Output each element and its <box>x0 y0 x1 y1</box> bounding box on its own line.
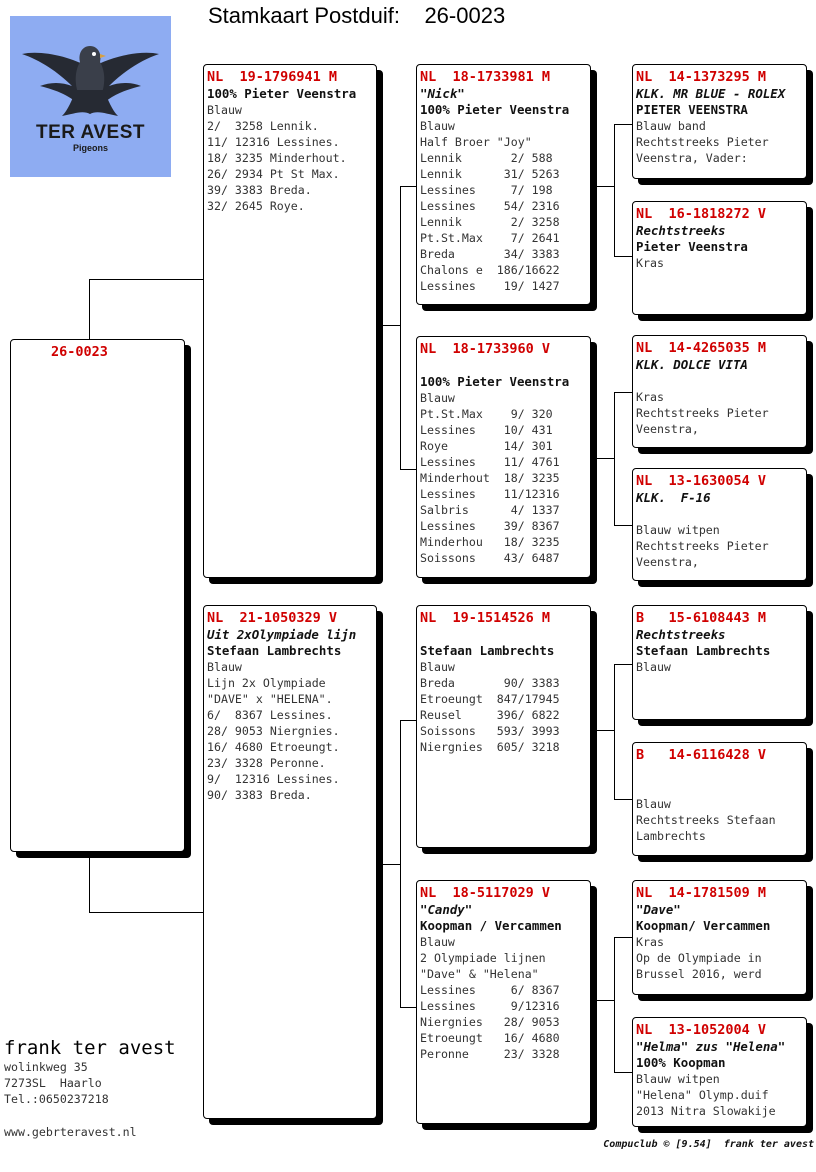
connector-gp1-vertical <box>614 124 615 256</box>
info-line: Blauw <box>420 935 455 949</box>
pigeon-nickname: "Candy" <box>420 902 473 917</box>
info-line: Soissons 43/ 6487 <box>420 551 560 565</box>
ring-number: NL 18-1733981 M <box>420 69 551 85</box>
info-line: Pt.St.Max 7/ 2641 <box>420 231 560 245</box>
pigeon-nickname: "Helma" zus "Helena" <box>636 1039 786 1054</box>
root-ring-number: 26-0023 <box>51 344 108 360</box>
info-line: 2/ 3258 Lennik. <box>207 119 319 133</box>
title-ring: 26-0023 <box>424 3 506 28</box>
info-line: Kras <box>636 935 664 949</box>
connector-gp2-vertical <box>614 392 615 525</box>
connector-gp4-ggp7 <box>614 937 633 938</box>
connector-gp3-vertical <box>614 664 615 799</box>
connector-root-vertical-bottom <box>89 857 90 912</box>
info-line: Blauw <box>636 660 671 674</box>
info-line: 32/ 2645 Roye. <box>207 199 305 213</box>
great-grandparent-6-card <box>632 742 807 856</box>
great-grandparent-8-card <box>632 1017 807 1127</box>
ring-number: NL 18-5117029 V <box>420 885 551 901</box>
info-line: Kras <box>636 256 664 270</box>
pigeon-logo-icon <box>10 16 171 126</box>
info-line: Lessines 39/ 8367 <box>420 519 560 533</box>
info-line: Lessines 54/ 2316 <box>420 199 560 213</box>
logo-title: TER AVEST <box>35 122 145 143</box>
info-line: Blauw <box>420 391 455 405</box>
great-grandparent-3-card <box>632 335 807 448</box>
info-line: Etroeungt 847/17945 <box>420 692 560 706</box>
info-line: Rechtstreeks Stefaan <box>636 813 776 827</box>
connector-root-mother <box>89 912 204 913</box>
info-line: 39/ 3383 Breda. <box>207 183 312 197</box>
pigeon-nickname: KLK. DOLCE VITA <box>636 357 748 372</box>
father-card <box>203 64 377 578</box>
info-line: 2013 Nitra Slowakije <box>636 1104 776 1118</box>
info-line: Lessines 11/ 4761 <box>420 455 560 469</box>
great-grandparent-5-card <box>632 605 807 720</box>
pigeon-nickname: Uit 2xOlympiade lijn <box>207 627 357 642</box>
breeder-name: Koopman/ Vercammen <box>636 918 771 933</box>
info-line: Blauw <box>207 660 242 674</box>
breeder-name: 100% Koopman <box>636 1055 726 1070</box>
ring-number: NL 14-1373295 M <box>636 69 767 85</box>
logo <box>10 16 171 177</box>
breeder-name: 100% Pieter Veenstra <box>420 374 570 389</box>
grandmother-maternal-card <box>416 880 591 1124</box>
info-line: Half Broer "Joy" <box>420 135 532 149</box>
info-line: Niergnies 28/ 9053 <box>420 1015 560 1029</box>
info-line: Reusel 396/ 6822 <box>420 708 560 722</box>
info-line: Lessines 6/ 8367 <box>420 983 560 997</box>
info-line: Blauw witpen <box>636 1072 720 1086</box>
mother-card <box>203 605 377 1119</box>
connector-root-vertical-top <box>89 279 90 339</box>
info-line: Rechtstreeks Pieter <box>636 539 769 553</box>
info-line: Lennik 2/ 588 <box>420 151 553 165</box>
connector-gp4-ggp8 <box>614 1072 633 1073</box>
info-line: Lijn 2x Olympiade <box>207 676 326 690</box>
connector-mother-gp4 <box>400 1007 417 1008</box>
info-line <box>636 373 803 389</box>
info-line: Lessines 10/ 431 <box>420 423 553 437</box>
connector-gp4-vertical <box>614 937 615 1072</box>
info-line: 18/ 3235 Minderhout. <box>207 151 347 165</box>
connector-gp1-out <box>590 186 615 187</box>
info-line: 28/ 9053 Niergnies. <box>207 724 340 738</box>
grandmother-paternal-card <box>416 336 591 578</box>
connector-father-vertical <box>400 186 401 469</box>
info-line: Lessines 9/12316 <box>420 999 560 1013</box>
great-grandparent-4-card <box>632 468 807 581</box>
info-line: Blauw <box>420 660 455 674</box>
ring-number: NL 14-1781509 M <box>636 885 767 901</box>
page-title <box>208 3 505 29</box>
info-line: Lennik 31/ 5263 <box>420 167 560 181</box>
breeder-name: Stefaan Lambrechts <box>420 643 555 658</box>
connector-gp3-ggp6 <box>614 799 633 800</box>
info-line: 26/ 2934 Pt St Max. <box>207 167 340 181</box>
connector-gp1-ggp1 <box>614 124 633 125</box>
info-line: Blauw band <box>636 119 706 133</box>
info-line: Pt.St.Max 9/ 320 <box>420 407 553 421</box>
pigeon-nickname: Rechtstreeks <box>636 223 726 238</box>
breeder-name: 100% Pieter Veenstra <box>207 86 357 101</box>
info-line: Roye 14/ 301 <box>420 439 553 453</box>
breeder-name: Pieter Veenstra <box>636 239 748 254</box>
ring-number: NL 21-1050329 V <box>207 610 338 626</box>
connector-gp1-ggp2 <box>614 256 633 257</box>
breeder-name: PIETER VEENSTRA <box>636 102 748 117</box>
info-line: 23/ 3328 Peronne. <box>207 756 326 770</box>
ring-number: NL 18-1733960 V <box>420 341 551 357</box>
info-line: Etroeungt 16/ 4680 <box>420 1031 560 1045</box>
ring-number: NL 14-4265035 M <box>636 340 767 356</box>
great-grandparent-1-card <box>632 64 807 179</box>
info-line: Veenstra, <box>636 422 699 436</box>
breeder-name: Koopman / Vercammen <box>420 918 562 933</box>
info-line: 6/ 8367 Lessines. <box>207 708 333 722</box>
connector-gp2-ggp3 <box>614 392 633 393</box>
pigeon-nickname: KLK. F-16 <box>636 490 711 505</box>
info-line: 16/ 4680 Etroeungt. <box>207 740 340 754</box>
ring-number: NL 19-1514526 M <box>420 610 551 626</box>
root-pigeon-card <box>10 339 185 852</box>
info-line: Blauw <box>420 119 455 133</box>
pigeon-nickname: "Dave" <box>636 902 681 917</box>
info-line <box>636 506 803 522</box>
pigeon-nickname: KLK. MR BLUE - ROLEX <box>636 86 786 101</box>
connector-mother-gp3 <box>400 720 417 721</box>
info-line: Brussel 2016, werd <box>636 967 762 981</box>
info-line: Lennik 2/ 3258 <box>420 215 560 229</box>
connector-father-out <box>376 325 401 326</box>
info-line: Chalons e 186/16622 <box>420 263 560 277</box>
ring-number: NL 13-1630054 V <box>636 473 767 489</box>
info-line: Kras <box>636 390 664 404</box>
info-line: "Helena" Olymp.duif <box>636 1088 769 1102</box>
pigeon-nickname: "Nick" <box>420 86 465 101</box>
info-line: Peronne 23/ 3328 <box>420 1047 560 1061</box>
info-line: Blauw witpen <box>636 523 720 537</box>
info-line: 90/ 3383 Breda. <box>207 788 312 802</box>
connector-father-gp1 <box>400 186 417 187</box>
grandfather-maternal-card <box>416 605 591 848</box>
connector-root-father <box>89 279 204 280</box>
info-line: Lessines 7/ 198 <box>420 183 553 197</box>
owner-info <box>4 1037 176 1107</box>
info-line <box>420 358 587 374</box>
owner-phone: Tel.:0650237218 <box>4 1092 109 1106</box>
info-line: Blauw <box>636 797 671 811</box>
info-line <box>636 764 803 780</box>
ring-number: NL 16-1818272 V <box>636 206 767 222</box>
owner-name: frank ter avest <box>4 1037 176 1059</box>
ring-number: B 15-6108443 M <box>636 610 767 626</box>
info-line: Niergnies 605/ 3218 <box>420 740 560 754</box>
connector-gp3-out <box>590 730 615 731</box>
pigeon-nickname: Rechtstreeks <box>636 627 726 642</box>
info-line: Breda 90/ 3383 <box>420 676 560 690</box>
info-line: Lessines 19/ 1427 <box>420 279 560 293</box>
connector-father-gp2 <box>400 469 417 470</box>
info-line: Op de Olympiade in <box>636 951 762 965</box>
connector-mother-out <box>376 864 401 865</box>
info-line: "DAVE" x "HELENA". <box>207 692 333 706</box>
info-line: 9/ 12316 Lessines. <box>207 772 340 786</box>
info-line: Lambrechts <box>636 829 706 843</box>
breeder-name: Stefaan Lambrechts <box>207 643 342 658</box>
info-line: Minderhout 18/ 3235 <box>420 471 560 485</box>
connector-gp3-ggp5 <box>614 664 633 665</box>
breeder-name: Stefaan Lambrechts <box>636 643 771 658</box>
ring-number: NL 13-1052004 V <box>636 1022 767 1038</box>
connector-gp2-out <box>590 458 615 459</box>
title-label: Stamkaart Postduif: <box>208 3 400 28</box>
info-line: Veenstra, <box>636 555 699 569</box>
logo-subtitle: Pigeons <box>72 143 108 153</box>
breeder-name: 100% Pieter Veenstra <box>420 102 570 117</box>
connector-mother-vertical <box>400 720 401 1007</box>
info-line: Rechtstreeks Pieter <box>636 406 769 420</box>
info-line: Breda 34/ 3383 <box>420 247 560 261</box>
owner-city: 7273SL Haarlo <box>4 1076 102 1090</box>
ring-number: B 14-6116428 V <box>636 747 767 763</box>
great-grandparent-7-card <box>632 880 807 995</box>
info-line: Soissons 593/ 3993 <box>420 724 560 738</box>
info-line: Minderhou 18/ 3235 <box>420 535 560 549</box>
info-line: 2 Olympiade lijnen <box>420 951 546 965</box>
info-line <box>420 627 587 643</box>
info-line <box>636 780 803 796</box>
info-line: Veenstra, Vader: <box>636 151 748 165</box>
info-line: 11/ 12316 Lessines. <box>207 135 340 149</box>
info-line: "Dave" & "Helena" <box>420 967 539 981</box>
connector-gp4-out <box>590 1000 615 1001</box>
owner-street: wolinkweg 35 <box>4 1060 88 1074</box>
info-line: Rechtstreeks Pieter <box>636 135 769 149</box>
ring-number: NL 19-1796941 M <box>207 69 338 85</box>
grandfather-paternal-card <box>416 64 591 305</box>
info-line: Salbris 4/ 1337 <box>420 503 560 517</box>
info-line: Blauw <box>207 103 242 117</box>
info-line: Lessines 11/12316 <box>420 487 560 501</box>
footer-credit: Compuclub © [9.54] frank ter avest <box>603 1139 814 1150</box>
great-grandparent-2-card <box>632 201 807 315</box>
website-link[interactable]: www.gebrteravest.nl <box>4 1125 137 1139</box>
connector-gp2-ggp4 <box>614 525 633 526</box>
